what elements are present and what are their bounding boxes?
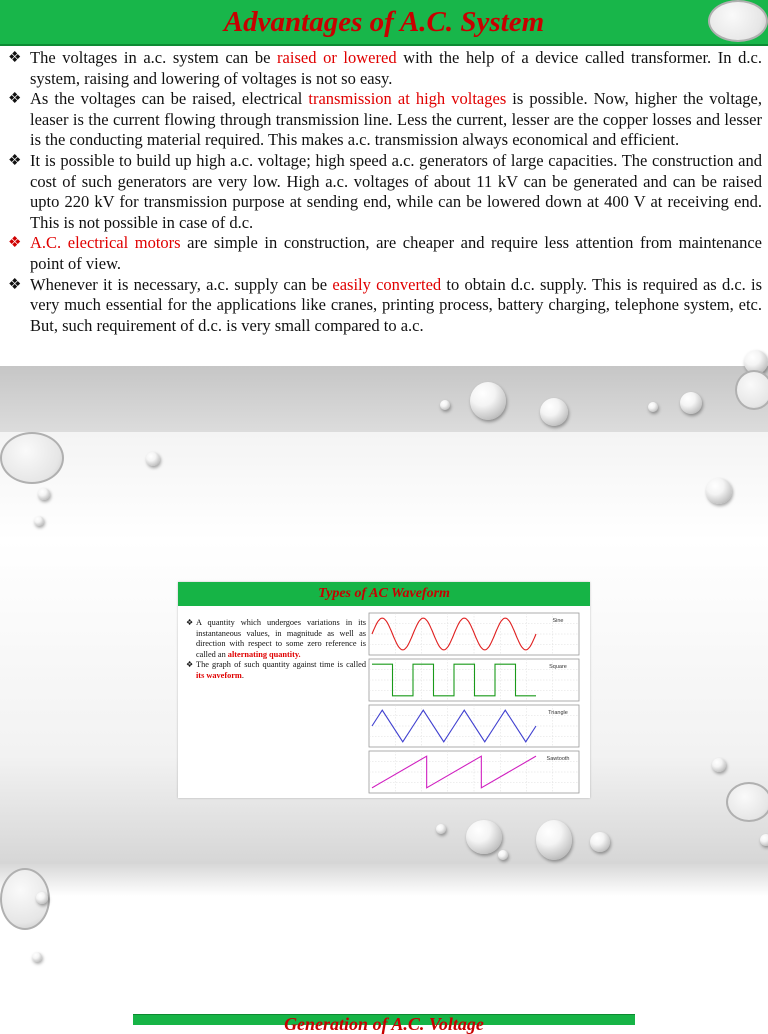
bullet-text: is possible. Now, higher the voltage, leaser is the current flowing through transmission line. Less the current, lesser are the copper losses and lesser is the conducting material required. This makes a.c. transmission always economical and efficient. [30, 89, 762, 150]
waveform-sawtooth [369, 751, 579, 793]
slide-gap-background [0, 366, 768, 432]
waveform-bullet-item [186, 660, 366, 681]
bullet-text: . [241, 670, 244, 680]
highlighted-text: alternating quantity. [227, 649, 301, 659]
water-drop-icon [498, 850, 508, 860]
advantage-bullet-item [8, 48, 762, 89]
waveform-label: Sawtooth [546, 756, 570, 762]
slide-title: Advantages of A.C. System [223, 6, 545, 38]
bullet-text: Whenever it is necessary, a.c. supply can be [30, 274, 333, 294]
waveform-label: Square [549, 664, 567, 670]
slide-title-bar [0, 0, 768, 46]
highlighted-text: transmission at high voltages [308, 89, 507, 109]
water-drop-icon [760, 834, 768, 846]
water-drop-icon [680, 392, 702, 414]
highlighted-text: its waveform [196, 670, 242, 680]
water-drop-icon [590, 832, 610, 852]
card-title: Types of AC Waveform [318, 586, 450, 601]
advantage-bullet-item [8, 275, 762, 337]
waveform-label: Triangle [548, 710, 568, 716]
bullet-text: with the help of a device called transformer. In d.c. system, raising and lowering of voltages is not so easy. [30, 48, 762, 88]
highlighted-text: A.C. electrical motors [30, 233, 181, 253]
bullet-diamond-icon: ❖ [186, 660, 194, 670]
water-drop-icon [726, 782, 768, 822]
waveform-square [369, 659, 579, 701]
next-slide-title-bar [133, 1014, 635, 1034]
water-drop-icon [38, 488, 50, 500]
card-title-bar [178, 582, 590, 606]
water-drop-icon [536, 820, 572, 860]
bullet-diamond-icon: ❖ [186, 618, 194, 627]
next-slide-title: Generation of A.C. Voltage [284, 1014, 484, 1034]
bullet-diamond-icon: ❖ [8, 235, 22, 252]
waveform-triangle [369, 705, 579, 747]
bullet-text: It is possible to build up high a.c. voltage; high speed a.c. generators of large capacities. The construction and cost of such generators are very low. High a.c. voltages of about 11 kV can be generated and can be raised upto 220 kV for transmission purpose at sending end, while can be lowered down at 400 V at receiving end. This is not possible in case of d.c. [30, 150, 762, 232]
advantage-bullet-item [8, 89, 762, 151]
advantage-bullet-item [8, 233, 762, 274]
bullet-text: to obtain d.c. supply. This is required as d.c. is very much essential for the applications like cranes, printing process, battery charging, telephone system, etc. But, such requirement of d.c. is very small compared to a.c. [30, 274, 763, 335]
bullet-text: As the voltages can be raised, electrical [30, 89, 309, 109]
water-drop-icon [436, 824, 446, 834]
bullet-diamond-icon: ❖ [8, 276, 22, 293]
waveform-plots [368, 612, 582, 794]
waveform-sine [369, 613, 579, 655]
bullet-text: The graph of such quantity against time is called [196, 660, 366, 670]
water-drop-icon [540, 398, 568, 426]
water-drop-icon [712, 758, 726, 772]
waveform-card [178, 582, 590, 798]
water-drop-icon [708, 0, 768, 42]
bullet-diamond-icon: ❖ [8, 91, 22, 108]
card-bullet-list [186, 618, 366, 682]
waveform-bullet-item [186, 618, 366, 660]
water-drop-icon [0, 432, 64, 484]
water-drop-icon [706, 478, 732, 504]
bullet-text: are simple in construction, are cheaper and require less attention from maintenance point of view. [30, 233, 762, 273]
water-drop-icon [32, 952, 42, 962]
highlighted-text: easily converted [332, 274, 442, 294]
water-drop-icon [735, 370, 768, 410]
waveform-label: Sine [552, 618, 564, 624]
highlighted-text: raised or lowered [277, 48, 397, 67]
bullet-list [8, 48, 762, 336]
water-drop-icon [440, 400, 450, 410]
slide-advantages [0, 0, 768, 366]
water-drop-icon [36, 892, 48, 904]
water-drop-icon [466, 820, 502, 854]
bullet-diamond-icon: ❖ [8, 152, 22, 169]
water-drop-icon [648, 402, 658, 412]
water-drop-icon [34, 516, 44, 526]
slide-generation-background [0, 864, 768, 1024]
bullet-text: A quantity which undergoes variations in its instantaneous values, in magnitude as well as direction with respect to some zero reference is called an [196, 618, 366, 659]
advantage-bullet-item [8, 151, 762, 233]
water-drop-icon [470, 382, 506, 420]
bullet-diamond-icon: ❖ [8, 50, 22, 66]
bullet-text: The voltages in a.c. system can be [30, 48, 278, 67]
water-drop-icon [146, 452, 160, 466]
